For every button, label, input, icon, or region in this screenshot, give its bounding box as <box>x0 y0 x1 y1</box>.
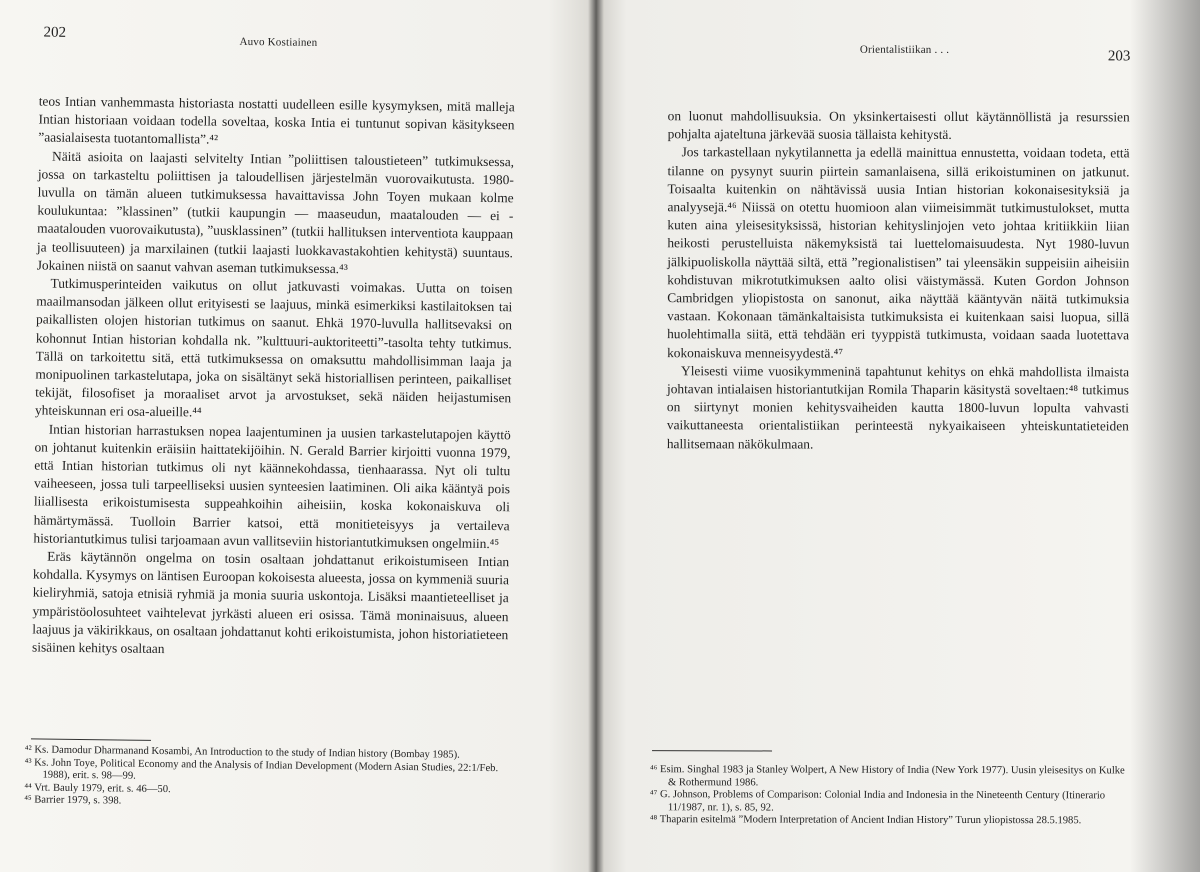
footnote-rule <box>31 738 151 740</box>
right-body-text <box>667 107 1130 454</box>
right-page-number: 203 <box>1107 48 1131 65</box>
left-footnotes <box>24 744 511 813</box>
paragraph: Tutkimusperinteiden vaikutus on ollut jatkuvasti voimakas. Uutta on toisen maailmansodan jälkeen ollut erityisesti se laajuus, minkä esimerkiksi kastilaitoksen tai paikallisten olojen historian tutkimus on saanut. Ehkä 1970-luvulla hallitsevaksi on kohonnut Intian historian kohdalla nk. ”kulttuuri-auktoriteetti”-tasolta tehty tutkimus. Tällä on tarkoitettu sitä, että tutkimuksessa on omaksuttu mahdollisimman laaja ja monipuolinen tarkastelutapa, joka on sisältänyt sekä historiallisen perinteen, paikalliset tekijät, filosofiset ja moraaliset arvot ja arvostukset, sekä näiden heijastumisen yhteiskunnan eri osa-alueille.⁴⁴ <box>34 275 513 420</box>
right-running-header: Orientalistiikan . . . <box>859 43 950 56</box>
paragraph: Eräs käytännön ongelma on tosin osaltaan johdattanut erikoistumiseen Intian kohdalla. Kysymys on läntisen Euroopan kokoisesta alueesta, jossa on kymmeniä suuria kieliryhmiä, satoja etnisiä ryhmiä ja monia suuria uskontoja. Lisäksi maantieteelliset ja ympäristöolosuhteet vaihtelevat jyrkästi alueen eri osissa. Tämä moninaisuus, alueen laajuus ja väkirikkaus, on osaltaan johdattanut kohti erikoistumista, johon historiatieteen sisäinen kehitys osaltaan <box>32 548 510 657</box>
footnote-rule <box>652 750 772 751</box>
paragraph: teos Intian vanhemmasta historiasta nostatti uudelleen esille kysymyksen, mitä malleja Intian historiaan voidaan todella soveltaa, koska Intia ei tuntunut sopivan käsitykseen ”aasialaisesta tuotantomallista”.⁴² <box>38 93 515 148</box>
footnote: ⁴⁴ Vrt. Bauly 1979, erit. s. 46—50. <box>24 782 171 795</box>
paragraph: on luonut mahdollisuuksia. On yksinkertaisesti ollut käytännöllistä ja resurssien pohjalta ajateltuna järkevää suosia tällaista kehitystä. <box>667 108 1130 143</box>
left-body-text <box>32 92 515 662</box>
paragraph: Jos tarkastellaan nykytilannetta ja edellä mainittua ennustetta, voidaan todeta, että tilanne on pysynyt suurin piirtein samanlaisena, sillä erikoistuminen on jatkunut. Toisaalta kuitenkin on nähtävissä uusia Intian historian kokonaisesityksiä ja analyysejä.⁴⁶ Niissä on otettu huomioon alan viimeisimmät tutkimustulokset, mutta kuten aina yleisesityksissä, historian kehityslinjojen veto johtaa kritiikkiin liian heikosti perustelluista näkemyksistä tai luettelomaisuudesta. Nyt 1980-luvun jälkipuoliskolla näyttää siltä, että ”regionalistisen” tai yleensäkin suppeisiin aiheisiin kohdistuvan mikrotutkimuksen aalto olisi väistymässä. Kuten Gordon Johnson Cambridgen yliopistosta on sanonut, aika näyttää kääntyvän näitä tutkimuksia vastaan. Kokonaan tämänkaltaisista tutkimuksista ei kuitenkaan saisi luopua, sillä huolehtimalla siitä, että tehdään eri tyyppistä tutkimusta, voidaan saada luotettava kokonaiskuva menneisyydestä.⁴⁷ <box>667 144 1130 361</box>
left-page-number: 202 <box>43 24 67 41</box>
left-running-header: Auvo Kostiainen <box>239 35 318 49</box>
left-page-content <box>0 0 596 872</box>
footnote: ⁴⁵ Barrier 1979, s. 398. <box>24 794 122 807</box>
page-edge-shadow <box>1130 0 1200 872</box>
footnote: ⁴² Ks. Damodur Dharmanand Kosambi, An Introduction to the study of Indian history (Bombay 1985). <box>24 744 460 761</box>
paragraph: Yleisesti viime vuosikymmeninä tapahtunut kehitys on ehkä mahdollista ilmaista johtavan intialaisen historiantutkijan Romila Thaparin käsitystä soveltaen:⁴⁸ tutkimus on siirtynyt monien kehitysvaiheiden kautta 1800-luvun lopulta vahvasti vaikuttaneesta orientalistiikan perinteestä nykyaikaiseen yhteiskuntatieteiden hallitsemaan näkökulmaan. <box>666 363 1130 452</box>
footnote: ⁴⁸ Thaparin esitelmä ”Modern Interpretation of Ancient Indian History” Turun yliopistossa 28.5.1985. <box>649 814 1082 827</box>
left-page <box>0 0 596 872</box>
book-gutter <box>588 0 604 872</box>
right-page <box>596 0 1200 872</box>
right-page-content <box>596 0 1200 872</box>
paragraph: Näitä asioita on laajasti selvitelty Intian ”poliittisen taloustieteen” tutkimuksessa, jossa on tarkasteltu poliittisen ja taloudellisen järjestelmän vuorovaikutusta. 1980-luvulla on tämän alueen tutkimuksessa havaittavissa John Toyen mukaan kolme koulukuntaa: ”klassinen” (tutkii kaupungin — maaseudun, maatalouden — ei -maatalouden vuorovaikutusta), ”uusklassinen” (tutkii hallituksen interventiota kauppaan ja teollisuuteen) ja marxilainen (tutkii laajasti luokkavastakohtien kehitystä) suuntaus. Jokainen niistä on saanut vahvan aseman tutkimuksessa.⁴³ <box>36 148 515 277</box>
footnote: ⁴⁷ G. Johnson, Problems of Comparison: Colonial India and Indonesia in the Nineteenth Century (Itinerario 11/1987, nr. 1), s. 85, 92. <box>649 789 1106 814</box>
footnote: ⁴³ Ks. John Toye, Political Economy and the Analysis of Indian Development (Modern Asian Studies, 22:1/Feb. 1988), erit. s. 98—99. <box>24 756 499 782</box>
footnote: ⁴⁶ Esim. Singhal 1983 ja Stanley Wolpert, A New History of India (New York 1977). Uusin yleisesitys on Kulke & Rothermund 1986. <box>649 764 1125 789</box>
paragraph: Intian historian harrastuksen nopea laajentuminen ja uusien tarkastelutapojen käyttö on johtanut kuitenkin eräisiin haittatekijöihin. N. Gerald Barrier kirjoitti vuonna 1979, että Intian historian tutkimus oli nyt käännekohdassa, tienhaarassa. Nyt oli tultu vaiheeseen, jossa tuli tarpeelliseksi uusien synteesien laatiminen. Oli aika kääntyä pois liiallisesta erikoistumisesta suppeahkoihin aiheisiin, koska kokonaiskuva oli hämärtymässä. Tuolloin Barrier katsoi, että monitieteisyys ja vertaileva historiantutkimus tulisi tarjoamaan avun vallitseviin historiantutkimuksen ongelmiin.⁴⁵ <box>33 421 511 552</box>
right-footnotes <box>650 764 1130 828</box>
